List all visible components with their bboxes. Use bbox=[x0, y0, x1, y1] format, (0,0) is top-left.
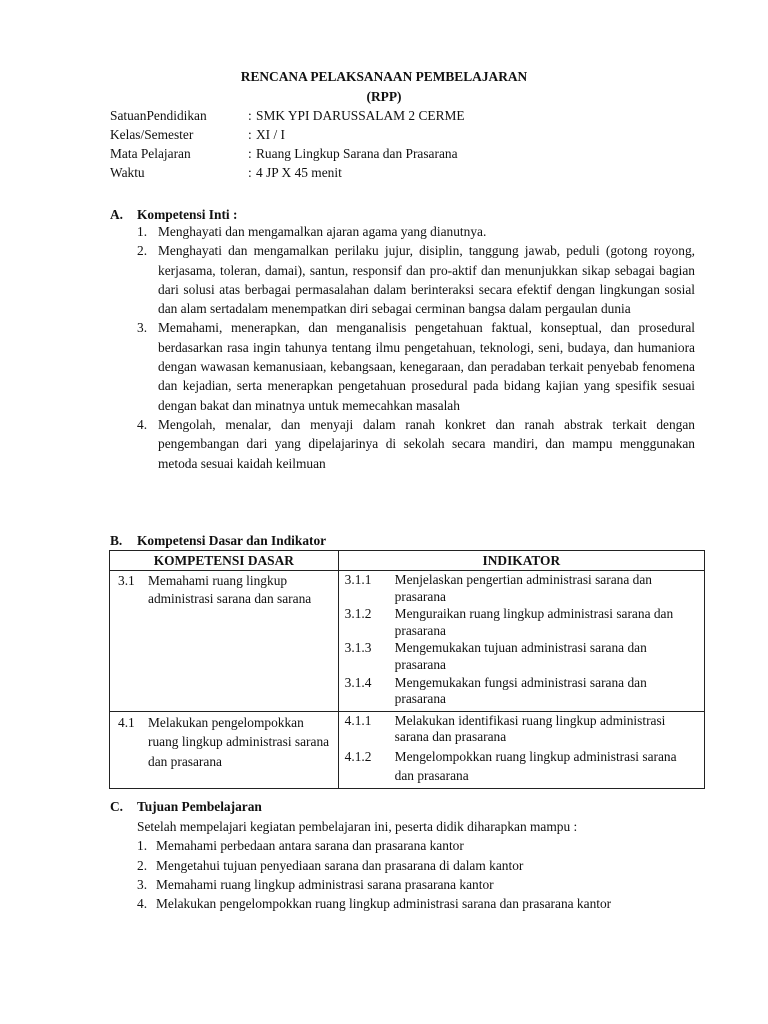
kd-cell bbox=[110, 571, 339, 712]
kd-text: Memahami ruang lingkup administrasi sarana dan sarana bbox=[148, 573, 312, 606]
objectives-intro: Setelah mempelajari kegiatan pembelajaran ini, peserta didik diharapkan mampu : bbox=[137, 819, 578, 834]
indicator-text: Mengelompokkan ruang lingkup administrasi sarana dan prasarana bbox=[394, 748, 677, 783]
indicator-code: 4.1.1 bbox=[344, 712, 372, 728]
identity-label: Mata Pelajaran bbox=[110, 146, 191, 161]
core-competency-list bbox=[137, 222, 695, 473]
list-number: 1. bbox=[137, 224, 148, 239]
indicator-item bbox=[343, 572, 696, 605]
indicator-text: Mengemukakan fungsi administrasi sarana dan prasarana bbox=[394, 674, 647, 707]
table-row bbox=[110, 711, 705, 788]
indicator-code: 4.1.2 bbox=[344, 748, 372, 764]
identity-colon: : bbox=[248, 146, 252, 161]
list-text: Mengetahui tujuan penyediaan sarana dan prasarana di dalam kantor bbox=[156, 858, 524, 873]
kd-cell bbox=[110, 711, 339, 788]
list-text: Menghayati dan mengamalkan ajaran agama yang dianutnya. bbox=[158, 224, 487, 239]
section-b-heading bbox=[110, 531, 326, 550]
identity-label: SatuanPendidikan bbox=[110, 108, 207, 123]
column-header-indicator: INDIKATOR bbox=[338, 551, 704, 571]
table-row bbox=[110, 571, 705, 712]
list-item bbox=[137, 836, 464, 855]
document-subtitle: (RPP) bbox=[366, 89, 402, 104]
section-title: Kompetensi Inti : bbox=[137, 207, 238, 222]
list-item bbox=[137, 875, 494, 894]
kd-text: Melakukan pengelompokkan ruang lingkup administrasi sarana dan prasarana bbox=[148, 714, 330, 769]
list-number: 4. bbox=[137, 416, 148, 432]
section-letter: C. bbox=[110, 799, 124, 814]
indicator-item bbox=[343, 640, 696, 673]
list-number: 3. bbox=[137, 320, 148, 336]
indicator-code: 3.1.4 bbox=[344, 674, 372, 690]
identity-colon: : bbox=[248, 165, 252, 180]
list-number: 4. bbox=[137, 896, 148, 911]
list-text: Memahami perbedaan antara sarana dan prasarana kantor bbox=[156, 838, 464, 853]
identity-value: SMK YPI DARUSSALAM 2 CERME bbox=[256, 108, 465, 123]
indicator-text: Menjelaskan pengertian administrasi sarana dan prasarana bbox=[394, 572, 652, 604]
indicator-item bbox=[343, 747, 696, 785]
list-number: 2. bbox=[137, 243, 148, 259]
list-text: Menghayati dan mengamalkan perilaku jujur, disiplin, tanggung jawab, peduli (gotong royong, kerjasama, toleran, damai), santun, responsif dan pro-aktif dan menunjukkan sikap sebagai bagian dari solusi atas berbagai permasalahan dalam berinteraksi secara efektif dengan lingkungan sosial dan alam sertadalam menempatkan diri sebagai cerminan bangsa dalam pergaulan dunia bbox=[158, 243, 695, 317]
section-title: Kompetensi Dasar dan Indikator bbox=[137, 533, 327, 548]
indicator-code: 3.1.1 bbox=[344, 572, 372, 587]
identity-colon: : bbox=[248, 127, 252, 142]
indicator-text: Menguraikan ruang lingkup administrasi sarana dan prasarana bbox=[394, 606, 674, 638]
identity-colon: : bbox=[248, 108, 252, 123]
column-header-kd: KOMPETENSI DASAR bbox=[110, 551, 339, 571]
list-item bbox=[137, 894, 611, 913]
kd-code: 4.1 bbox=[118, 714, 135, 730]
list-text: Memahami, menerapkan, dan menganalisis pengetahuan faktual, konseptual, dan prosedural berdasarkan rasa ingin tahunya tentang ilmu pengetahuan, teknologi, seni, budaya, dan humaniora dengan wawasan kemanusiaan, kebangsaan, kenegaraan, dan peradaban terkait penyebab fenomena dan kejadian, serta menerapkan pengetahuan prosedural pada bidang kajian yang spesifik sesuai dengan bakat dan minatnya untuk memecahkan masalah bbox=[158, 320, 695, 413]
indicator-code: 3.1.2 bbox=[344, 606, 372, 622]
indicator-code: 3.1.3 bbox=[344, 640, 372, 656]
section-title: Tujuan Pembelajaran bbox=[137, 799, 262, 814]
competency-table bbox=[109, 550, 705, 789]
indicator-item bbox=[343, 713, 696, 746]
list-text: Mengolah, menalar, dan menyaji dalam ranah konkret dan ranah abstrak terkait dengan pengembangan dari yang dipelajarinya di sekolah secara mandiri, dan mampu menggunakan metoda sesuai kaidah keilmuan bbox=[158, 416, 695, 471]
identity-label: Kelas/Semester bbox=[110, 127, 194, 142]
indicator-cell bbox=[338, 571, 704, 712]
section-letter: B. bbox=[110, 533, 123, 548]
kd-code: 3.1 bbox=[118, 573, 135, 588]
document-title: RENCANA PELAKSANAAN PEMBELAJARAN bbox=[240, 69, 528, 84]
indicator-text: Mengemukakan tujuan administrasi sarana dan prasarana bbox=[394, 640, 647, 672]
indicator-item bbox=[343, 606, 696, 639]
identity-value: 4 JP X 45 menit bbox=[256, 165, 342, 180]
list-text: Melakukan pengelompokkan ruang lingkup administrasi sarana dan prasarana kantor bbox=[156, 896, 612, 911]
indicator-cell bbox=[338, 711, 704, 788]
list-item bbox=[137, 318, 695, 414]
section-c-heading bbox=[110, 797, 262, 816]
list-item bbox=[137, 856, 523, 875]
indicator-item bbox=[343, 675, 696, 708]
list-number: 2. bbox=[137, 858, 148, 873]
identity-label: Waktu bbox=[110, 165, 145, 180]
list-text: Memahami ruang lingkup administrasi sarana prasarana kantor bbox=[156, 877, 494, 892]
identity-value: XI / I bbox=[256, 127, 286, 142]
list-item bbox=[137, 415, 695, 473]
list-item bbox=[137, 222, 695, 241]
list-number: 1. bbox=[137, 838, 148, 853]
indicator-text: Melakukan identifikasi ruang lingkup administrasi sarana dan prasarana bbox=[394, 712, 666, 745]
section-letter: A. bbox=[110, 207, 124, 222]
list-number: 3. bbox=[137, 877, 148, 892]
identity-value: Ruang Lingkup Sarana dan Prasarana bbox=[256, 146, 458, 161]
list-item bbox=[137, 241, 695, 318]
table-header-row bbox=[110, 551, 705, 571]
